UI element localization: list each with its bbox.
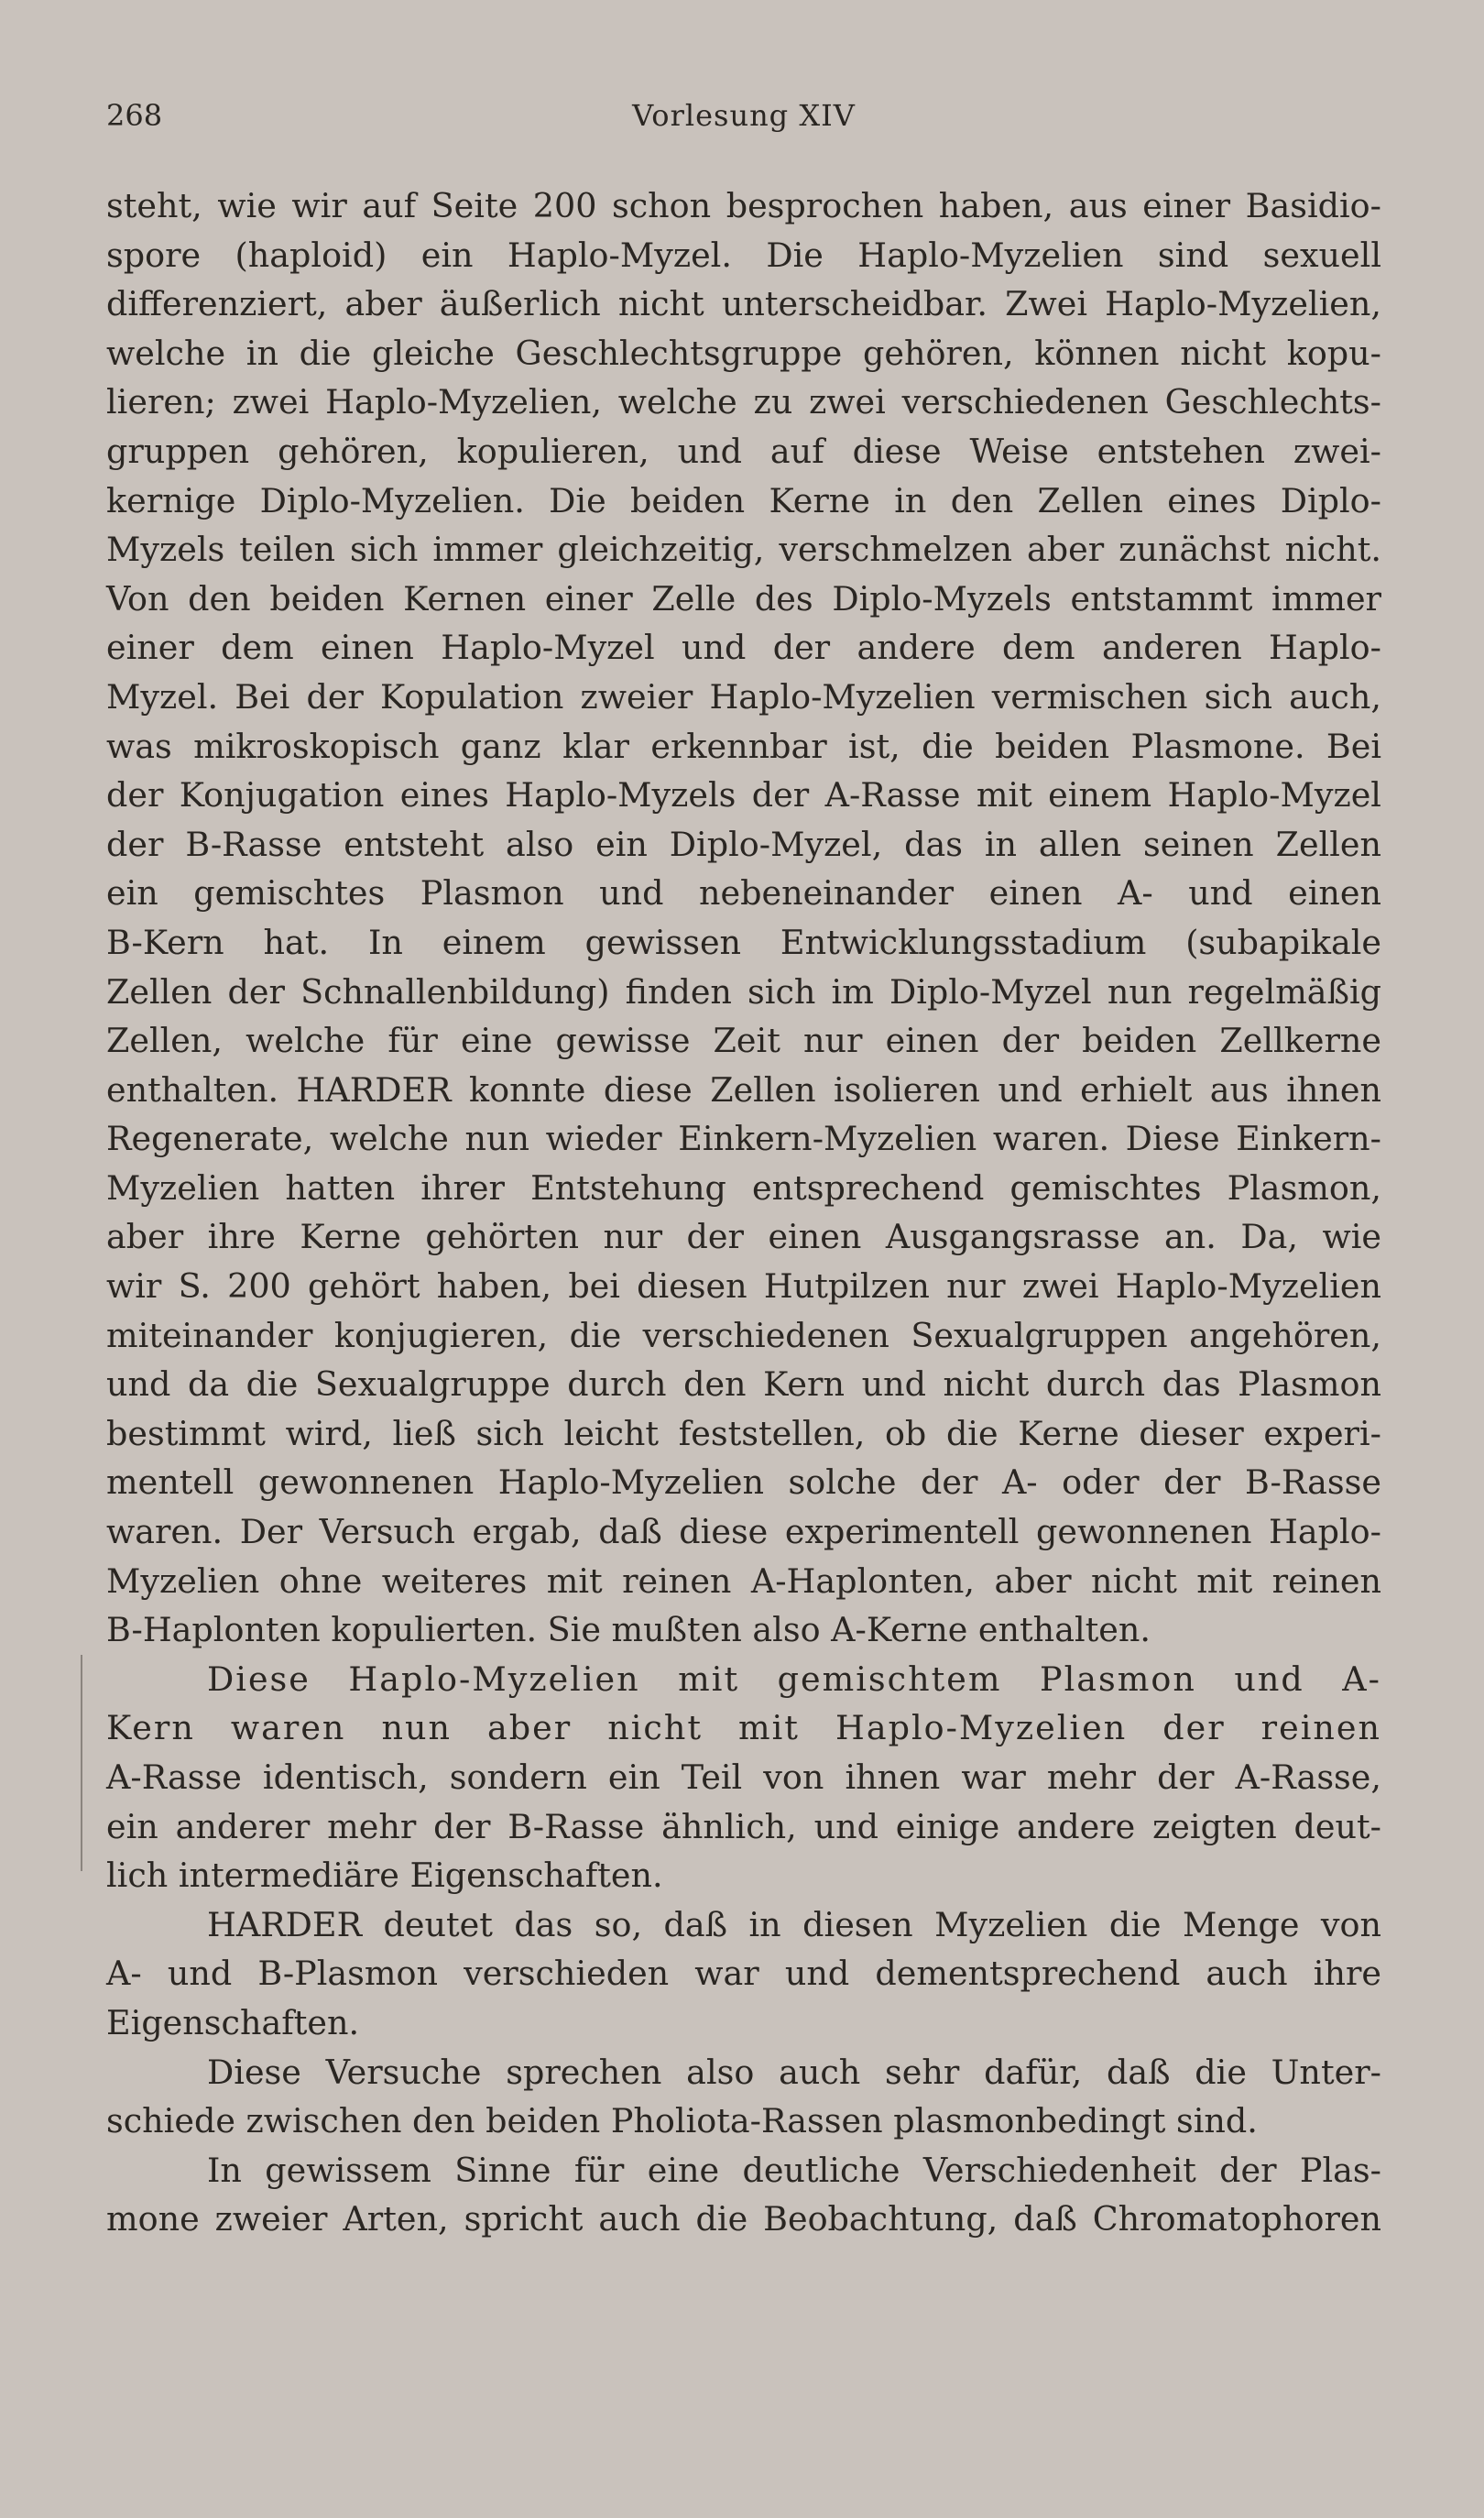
text-line: mentell gewonnenen Haplo-Myzelien solche der A- oder der B-Rasse — [106, 1462, 1381, 1503]
text-line: und da die Sexualgruppe durch den Kern und nicht durch das Plasmon — [106, 1364, 1381, 1405]
margin-mark — [81, 1655, 82, 1871]
text-line: A- und B-Plasmon verschieden war und dementsprechend auch ihre — [106, 1954, 1381, 1994]
running-head: Vorlesung XIV — [632, 98, 856, 133]
text-line: kernige Diplo-Myzelien. Die beiden Kerne in den Zellen eines Diplo- — [106, 480, 1381, 520]
text-line: ein anderer mehr der B-Rasse ähnlich, und einige andere zeigten deut- — [106, 1806, 1381, 1846]
text-line: A-Rasse identisch, sondern ein Teil von ihnen war mehr der A-Rasse, — [106, 1757, 1381, 1797]
text-line: mone zweier Arten, spricht auch die Beobachtung, daß Chromatophoren — [106, 2199, 1381, 2239]
text-line: welche in die gleiche Geschlechtsgruppe gehören, können nicht kopu- — [106, 333, 1381, 373]
text-line: der B-Rasse entsteht also ein Diplo-Myzel, das in allen seinen Zellen — [106, 824, 1381, 864]
text-line: B-Haplonten kopulierten. Sie mußten also A-Kerne enthalten. — [106, 1610, 1151, 1650]
text-line: Kern waren nun aber nicht mit Haplo-Myzelien der reinen — [106, 1708, 1381, 1748]
text-line: enthalten. HARDER konnte diese Zellen isolieren und erhielt aus ihnen — [106, 1069, 1381, 1110]
text-line: bestimmt wird, ließ sich leicht feststellen, ob die Kerne dieser experi- — [106, 1413, 1381, 1453]
text-line: Eigenschaften. — [106, 2002, 360, 2042]
text-line: steht, wie wir auf Seite 200 schon besprochen haben, aus einer Basidio- — [106, 186, 1381, 225]
text-line: Zellen der Schnallenbildung) finden sich im Diplo-Myzel nun regelmäßig — [106, 971, 1381, 1012]
text-line: waren. Der Versuch ergab, daß diese experimentell gewonnenen Haplo- — [106, 1512, 1381, 1552]
text-line: aber ihre Kerne gehörten nur der einen Ausgangsrasse an. Da, wie — [106, 1217, 1381, 1257]
body-text — [106, 181, 1381, 2244]
text-line: der Konjugation eines Haplo-Myzels der A-Rasse mit einem Haplo-Myzel — [106, 775, 1381, 816]
page-number: 268 — [106, 98, 163, 133]
text-line: Regenerate, welche nun wieder Einkern-Myzelien waren. Diese Einkern- — [106, 1119, 1381, 1159]
text-line: Von den beiden Kernen einer Zelle des Diplo-Myzels entstammt immer — [106, 578, 1381, 619]
text-line: schiede zwischen den beiden Pholiota-Rassen plasmonbedingt sind. — [106, 2101, 1258, 2141]
text-line: Myzels teilen sich immer gleichzeitig, verschmelzen aber zunächst nicht. — [106, 530, 1381, 570]
text-line: Diese Haplo-Myzelien mit gemischtem Plasmon und A- — [207, 1659, 1381, 1699]
text-line: Myzelien ohne weiteres mit reinen A-Haplonten, aber nicht mit reinen — [106, 1560, 1381, 1601]
text-line: Myzelien hatten ihrer Entstehung entsprechend gemischtes Plasmon, — [106, 1167, 1381, 1208]
text-line: B-Kern hat. In einem gewissen Entwicklungsstadium (subapikale — [106, 922, 1381, 962]
text-line: Myzel. Bei der Kopulation zweier Haplo-Myzelien vermischen sich auch, — [106, 676, 1381, 717]
text-line: miteinander konjugieren, die verschiedenen Sexualgruppen angehören, — [106, 1315, 1381, 1355]
text-line: was mikroskopisch ganz klar erkennbar ist, die beiden Plasmone. Bei — [106, 726, 1381, 766]
text-line: Zellen, welche für eine gewisse Zeit nur einen der beiden Zellkerne — [106, 1021, 1381, 1061]
text-line: lieren; zwei Haplo-Myzelien, welche zu zwei verschiedenen Geschlechts- — [106, 382, 1381, 422]
text-line: wir S. 200 gehört haben, bei diesen Hutpilzen nur zwei Haplo-Myzelien — [106, 1266, 1381, 1307]
text-line: HARDER deutet das so, daß in diesen Myzelien die Menge von — [207, 1904, 1381, 1944]
text-line: differenziert, aber äußerlich nicht unterscheidbar. Zwei Haplo-Myzelien, — [106, 284, 1381, 324]
text-line: Diese Versuche sprechen also auch sehr dafür, daß die Unter- — [207, 2052, 1381, 2092]
page-header — [106, 95, 1381, 136]
text-line: gruppen gehören, kopulieren, und auf diese Weise entstehen zwei- — [106, 431, 1381, 471]
text-line: lich intermediäre Eigenschaften. — [106, 1856, 663, 1896]
text-line: In gewissem Sinne für eine deutliche Verschiedenheit der Plas- — [207, 2150, 1381, 2190]
text-line: ein gemischtes Plasmon und nebeneinander einen A- und einen — [106, 873, 1381, 914]
text-line: spore (haploid) ein Haplo-Myzel. Die Haplo-Myzelien sind sexuell — [106, 235, 1381, 275]
text-line: einer dem einen Haplo-Myzel und der andere dem anderen Haplo- — [106, 628, 1381, 668]
